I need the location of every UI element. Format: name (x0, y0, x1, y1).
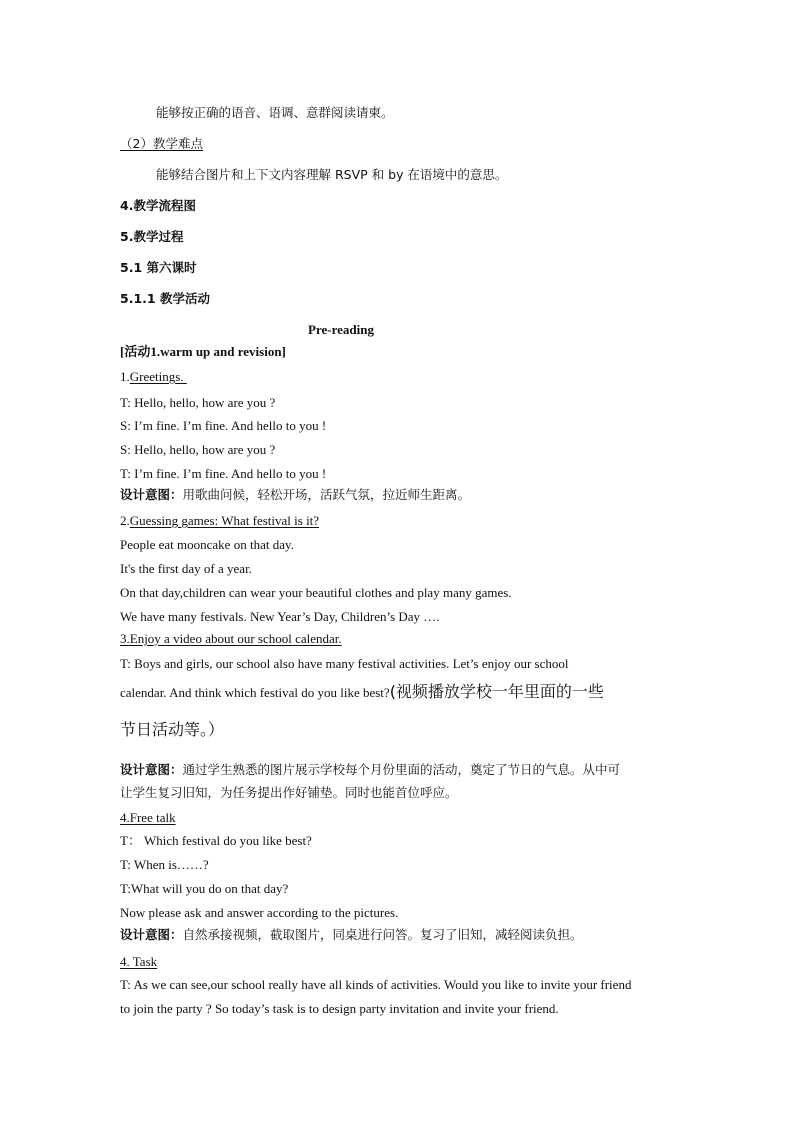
task-item: 4. Task (120, 954, 158, 969)
design-intent-label: 设计意图： (120, 487, 183, 502)
design-intent-2 (120, 762, 620, 778)
design-intent-label: 设计意图： (120, 762, 183, 777)
guessing-games-title: Guessing games: What festival is it? (129, 513, 320, 528)
question-line: T: When is……? (120, 857, 209, 872)
activity-1-heading: [活动1.warm up and revision] (120, 344, 286, 359)
enjoy-video-item: 3.Enjoy a video about our school calendar. (120, 631, 342, 646)
design-intent-text: 用歌曲问候，轻松开场，活跃气氛，拉近师生距离。 (182, 487, 471, 502)
dialogue-line: T: I’m fine. I’m fine. And hello to you ! (120, 466, 327, 481)
greetings-item (120, 369, 187, 385)
design-intent-label: 设计意图： (120, 927, 183, 942)
section-5-1-heading: 5.1 第六课时 (120, 260, 197, 275)
item-number: 2. (120, 513, 130, 528)
objective-line: 能够按正确的语音、语调、意群阅读请柬。 (156, 105, 394, 120)
design-intent-text: 通过学生熟悉的图片展示学校每个月份里面的活动，奠定了节日的气息。从中可 (182, 762, 621, 777)
dialogue-line: S: I’m fine. I’m fine. And hello to you ! (120, 418, 327, 433)
difficulty-text: 能够结合图片和上下文内容理解 RSVP 和 by 在语境中的意思。 (156, 167, 508, 182)
section-difficulty-heading: （2）教学难点 (120, 136, 203, 151)
free-talk-item: 4.Free talk (120, 810, 176, 825)
paragraph-cn-text: (视频播放学校一年里面的一些 (389, 682, 604, 701)
dialogue-line: S: Hello, hello, how are you ? (120, 442, 276, 457)
design-intent-3 (120, 927, 583, 943)
paragraph-line: 让学生复习旧知，为任务提出作好铺垫。同时也能首位呼应。 (120, 785, 458, 800)
paragraph-line: T: As we can see,our school really have all kinds of activities. Would you like to invite your friend (120, 977, 632, 992)
paragraph-en-text: calendar. And think which festival do you like best? (120, 685, 390, 700)
pre-reading-title: Pre-reading (308, 322, 374, 337)
greetings-title: Greetings. (129, 369, 184, 384)
question-line: T:What will you do on that day? (120, 881, 289, 896)
dialogue-line: T: Hello, hello, how are you ? (120, 395, 276, 410)
design-intent-1 (120, 487, 470, 503)
paragraph-line: T: Boys and girls, our school also have many festival activities. Let’s enjoy our school (120, 656, 569, 671)
paragraph-line: to join the party ? So today’s task is to design party invitation and invite your friend. (120, 1001, 559, 1016)
section-5-heading: 5.教学过程 (120, 229, 184, 244)
design-intent-text: 自然承接视频，截取图片，同桌进行问答。复习了旧知，减轻阅读负担。 (182, 927, 583, 942)
section-4-heading: 4.教学流程图 (120, 198, 196, 213)
riddle-line: People eat mooncake on that day. (120, 537, 294, 552)
question-line: T： Which festival do you like best? (120, 833, 312, 848)
instruction-line: Now please ask and answer according to the pictures. (120, 905, 399, 920)
paragraph-line: 节日活动等。） (120, 720, 225, 739)
paragraph-line (120, 682, 604, 702)
riddle-line: We have many festivals. New Year’s Day, Children’s Day …. (120, 609, 440, 624)
section-5-1-1-heading: 5.1.1 教学活动 (120, 291, 210, 306)
item-number: 1. (120, 369, 130, 384)
riddle-line: On that day,children can wear your beautiful clothes and play many games. (120, 585, 512, 600)
riddle-line: It's the first day of a year. (120, 561, 252, 576)
guessing-games-item (120, 513, 319, 529)
